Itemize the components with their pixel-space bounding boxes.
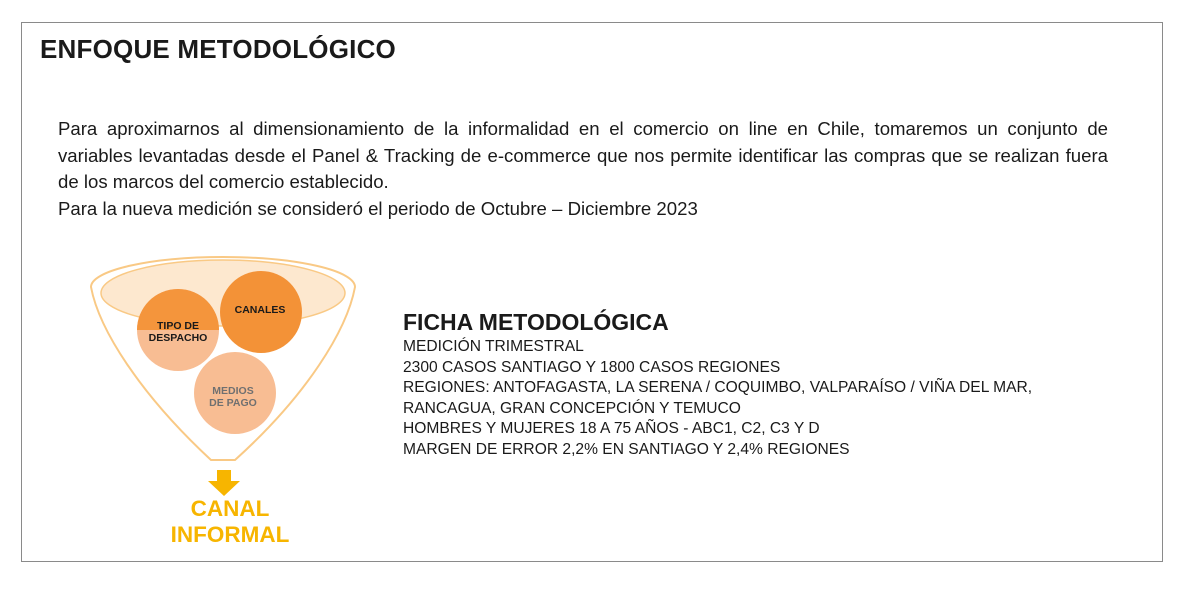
label-canal-informal: CANAL INFORMAL <box>170 496 290 547</box>
arrow-down-icon <box>208 470 240 496</box>
label-medios-de-pago: MEDIOS DE PAGO <box>209 385 257 409</box>
label-tipo-de-despacho: TIPO DE DESPACHO <box>148 320 208 344</box>
ficha-item: HOMBRES Y MUJERES 18 A 75 AÑOS - ABC1, C2, C3 Y D <box>403 420 820 437</box>
ficha-metodologica <box>403 308 1143 460</box>
ficha-item: MARGEN DE ERROR 2,2% EN SANTIAGO Y 2,4% REGIONES <box>403 440 850 458</box>
ficha-item: 2300 CASOS SANTIAGO Y 1800 CASOS REGIONES <box>403 358 781 376</box>
intro-period: Para la nueva medición se consideró el periodo de Octubre – Diciembre 2023 <box>58 197 698 219</box>
intro-paragraph: Para aproximarnos al dimensionamiento de la informalidad en el comercio on line en Chile, tomaremos un conjunto de variables levantadas desde el Panel & Tracking de e-commerce que nos permite identificar las compras que se realizan fuera de los marcos del comercio establecido. <box>58 118 1108 192</box>
ficha-item: MEDICIÓN TRIMESTRAL <box>403 338 584 355</box>
label-canales: CANALES <box>234 304 286 316</box>
ficha-item: REGIONES: ANTOFAGASTA, LA SERENA / COQUIMBO, VALPARAÍSO / VIÑA DEL MAR, RANCAGUA, GRAN CONCEPCIÓN Y TEMUCO <box>403 379 1033 417</box>
ficha-heading: FICHA METODOLÓGICA <box>403 309 669 335</box>
page-title: ENFOQUE METODOLÓGICO <box>40 34 396 64</box>
intro-text <box>58 116 1108 222</box>
ficha-list <box>403 337 1143 460</box>
funnel-diagram <box>85 245 375 550</box>
